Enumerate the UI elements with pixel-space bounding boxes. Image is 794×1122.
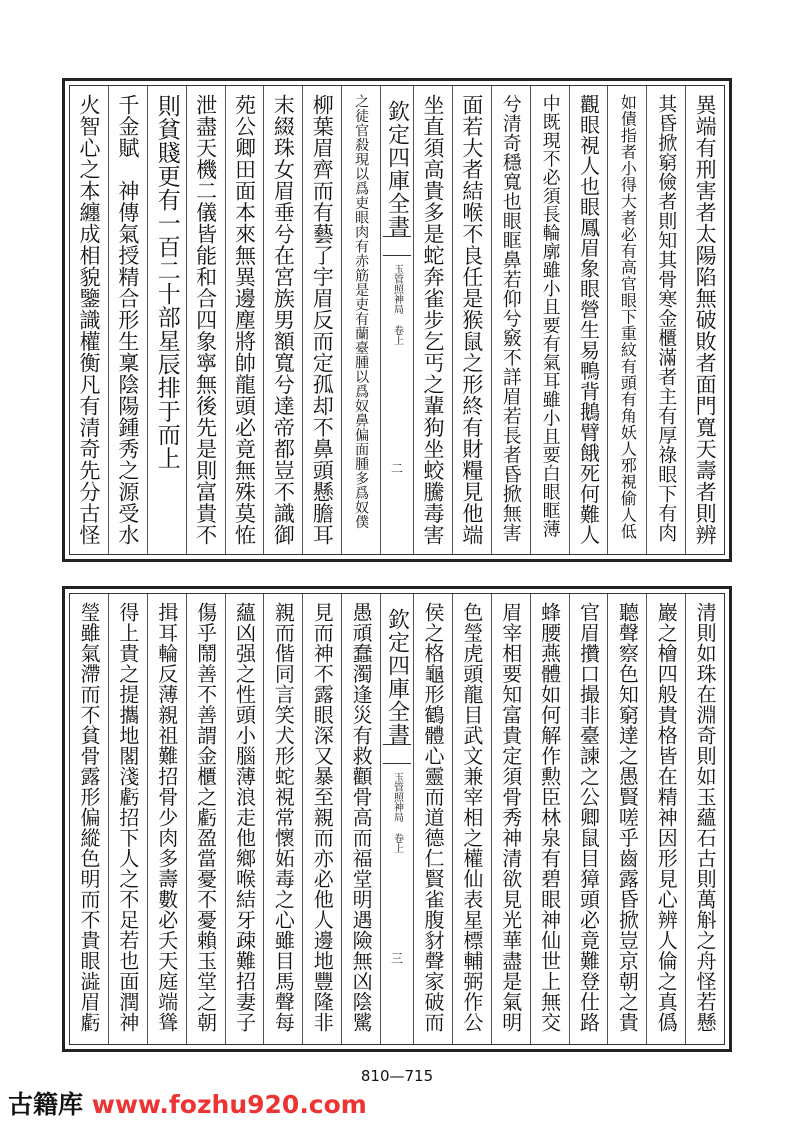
text-column	[186, 594, 225, 1044]
watermark-site-b: 920	[247, 1090, 300, 1119]
text-column	[530, 594, 569, 1044]
text-column	[452, 86, 491, 554]
leaf-number: 三	[389, 952, 404, 964]
text-column	[341, 86, 380, 554]
bottom-page-columns	[69, 593, 725, 1045]
text-column	[413, 86, 452, 554]
column-text: 瑩雖氣滯而不貧骨露形偏縱色明而不貴眼澁眉虧	[76, 602, 101, 1033]
text-column	[646, 594, 685, 1044]
column-text: 傷乎鬧善不善謂金櫃之虧盈當憂不憂賴玉堂之朝	[193, 602, 218, 1033]
watermark-site-a: www.fozhu	[91, 1090, 248, 1119]
text-column	[413, 594, 452, 1044]
top-page-columns	[69, 85, 725, 555]
text-column	[108, 594, 147, 1044]
column-text: 侯之格龜形鶴體心靈而道德仁賢雀腹豺聲家破而	[420, 602, 445, 1033]
text-column	[302, 86, 341, 554]
column-text: 巖之檜四般貴格皆在精神因形見心辨人倫之真僞	[654, 602, 679, 1033]
column-text: 聽聲察色知窮達之愚賢嗟乎齒露昏掀豈京朝之貴	[615, 602, 640, 1033]
text-column	[186, 86, 225, 554]
column-text: 異端有刑害者太陽陷無破敗者面門寬天壽者則辨	[693, 94, 718, 546]
fishtail-mark	[383, 744, 411, 764]
watermark-label: 古籍库	[8, 1090, 84, 1119]
fishtail-mark	[383, 236, 411, 256]
text-column	[263, 86, 302, 554]
page-code: 810—715	[360, 1067, 434, 1085]
column-text: 柳葉眉齊而有藝了宇眉反而定孤却不鼻頭懸膽耳	[310, 94, 335, 546]
text-column	[341, 594, 380, 1044]
text-column	[108, 86, 147, 554]
column-text: 末綴珠女眉垂兮在宮族男額寬兮達帝都豈不識御	[271, 94, 296, 546]
text-column	[263, 594, 302, 1044]
bottom-page-panel	[62, 586, 732, 1052]
column-text: 色瑩虎頭龍目武文兼宰相之權仙表星標輔弼作公	[459, 602, 484, 1033]
column-text: 面若大者結喉不良任是猴鼠之形終有財糧見他端	[459, 94, 484, 546]
column-text: 愚頑蠢濁逢災有救顴骨高而福堂明遇險無凶陰騭	[349, 602, 374, 1033]
text-column	[452, 594, 491, 1044]
column-text: 得上貴之提攜地閣淺虧招下人之不足若也面潤神	[115, 602, 140, 1033]
column-text: 觀眼視人也眼鳳眉象眼營生易鴨背鵝臂餓死何難人	[576, 94, 601, 545]
text-column	[147, 594, 186, 1044]
leaf-number: 二	[389, 462, 404, 474]
top-page-panel	[62, 78, 732, 562]
text-column	[685, 594, 724, 1044]
column-text: 親而偕同言笑犬形蛇視常懷妬毒之心雖目馬聲每	[271, 602, 296, 1033]
text-column	[530, 86, 569, 554]
column-text: 之徒官殺現以爲吏眼肉有赤筋是吏有蘭臺腫以爲奴鼻偏面腫多爲奴僕	[353, 94, 370, 529]
column-text: 泄盡天機二儀皆能和合四象寧無後先是則富貴不	[193, 94, 218, 546]
page-center-strip	[380, 86, 413, 554]
column-text: 中既現不必須長輪廓雖小且要有氣耳雖小且要白眼眶薄	[539, 94, 561, 538]
column-text: 如債指者小得大者必有高官眼下重紋有頭有角妖人邪視偷人低	[618, 94, 638, 540]
text-column	[685, 86, 724, 554]
column-text: 清則如珠在淵奇則如玉蘊石古則萬斛之舟怪若懸	[693, 602, 718, 1033]
text-column	[147, 86, 186, 554]
text-column	[70, 86, 108, 554]
text-column	[491, 594, 530, 1044]
column-text: 官眉攢口撮非臺諫之公卿鼠目獐頭必竟難登仕路	[576, 602, 601, 1033]
column-text: 見而神不露眼深又暴至親而亦必他人邊地豐隆非	[310, 602, 335, 1033]
column-text: 其昏掀窮儉者則知其骨寒金櫃滿者主有厚祿眼下有肉	[655, 94, 678, 543]
column-text: 蘊凶强之性頭小腦薄浪走他鄉喉結牙疎難招妻子	[232, 602, 257, 1033]
watermark	[8, 1085, 367, 1121]
text-column	[491, 86, 530, 554]
column-text: 千金賦 神傳氣授精合形生稟陰陽鍾秀之源受水	[115, 94, 140, 546]
text-column	[225, 86, 264, 554]
watermark-site-c: .com	[299, 1090, 367, 1119]
column-text: 坐直須高貴多是蛇奔雀步乞丐之輩狗坐蛟騰毒害	[420, 94, 445, 546]
column-text: 蜂腰燕體如何解作勲臣林泉有碧眼神仙世上無交	[537, 602, 562, 1033]
column-text: 眉宰相要知富貴定須骨秀神清欲見光華盡是氣明	[498, 602, 523, 1033]
volume-label: 玉管照神局 卷上	[391, 772, 403, 853]
watermark-site	[92, 1090, 367, 1119]
book-header-title: 欽定四庫全書	[384, 100, 410, 238]
text-column	[607, 86, 646, 554]
text-column	[646, 86, 685, 554]
column-text: 揖耳輪反薄親祖難招骨少肉多壽數必夭天庭端聳	[154, 602, 179, 1033]
column-text: 火智心之本纏成相貌鑒識權衡凡有清奇先分古怪	[76, 94, 101, 546]
volume-label: 玉管照神局 卷上	[391, 264, 403, 345]
column-text: 兮清奇穩寬也眼眶鼻若仰兮竅不詳眉若長者昏掀無害	[499, 94, 522, 543]
text-column	[569, 594, 608, 1044]
book-header-title: 欽定四庫全書	[384, 608, 410, 746]
text-column	[70, 594, 108, 1044]
page-center-strip	[380, 594, 413, 1044]
text-column	[225, 594, 264, 1044]
column-text: 苑公卿田面本來無異邊塵將帥龍頭必竟無殊莫恠	[232, 94, 257, 546]
text-column	[302, 594, 341, 1044]
column-text: 則貧賤更有一百二十部星辰排于而上	[153, 94, 180, 470]
text-column	[569, 86, 608, 554]
text-column	[607, 594, 646, 1044]
